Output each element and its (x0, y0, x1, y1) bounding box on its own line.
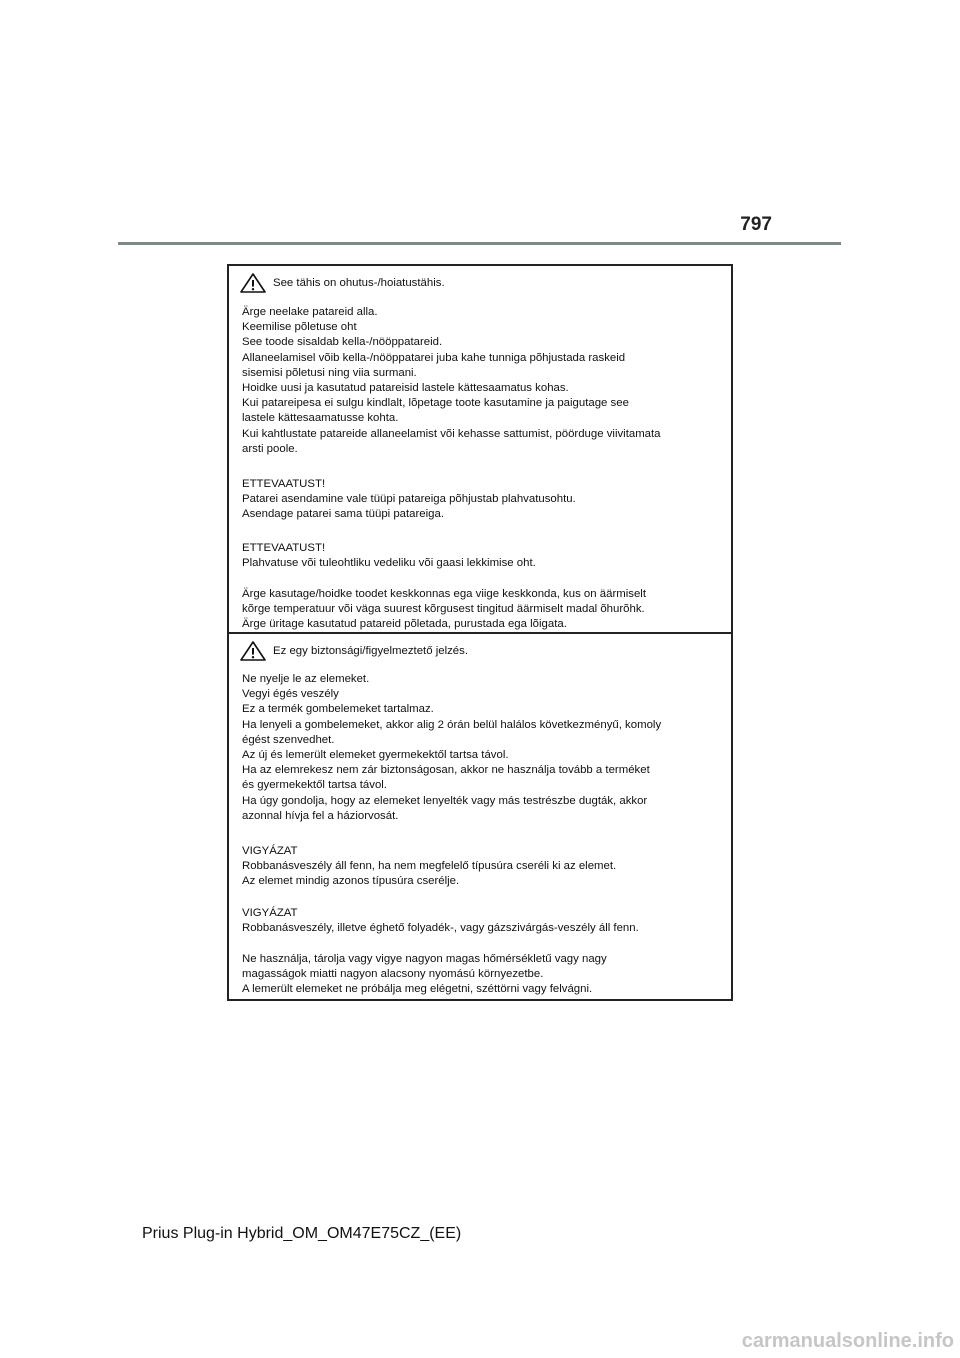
text-line: lastele kättesaamatusse kohta. (242, 412, 399, 425)
text-line: Ha lenyeli a gombelemeket, akkor alig 2 órán belül halálos következményű, komoly (242, 718, 662, 731)
text-line: magasságok miatti nagyon alacsony nyomású környezetbe. (242, 968, 544, 981)
text-line: Robbanásveszély áll fenn, ha nem megfelelő típusúra cseréli ki az elemet. (242, 860, 617, 873)
estonian-paragraph-2 (242, 477, 725, 523)
text-line: azonnal hívja fel a háziorvosát. (242, 809, 399, 822)
text-line: ETTEVAATUST! (242, 542, 326, 554)
text-line: Ha úgy gondolja, hogy az elemeket lenyelték vagy más testrészbe dugták, akkor (242, 794, 648, 807)
text-line: Vegyi égés veszély (242, 688, 339, 701)
text-line: Ne használja, tárolja vagy vigye nagyon magas hőmérsékletű vagy nagy (242, 953, 607, 965)
text-line: A lemerült elemeket ne próbálja meg elégetni, széttörni vagy felvágni. (242, 983, 593, 996)
text-line: Az új és lemerült elemeket gyermekektől tartsa távol. (242, 748, 509, 761)
estonian-paragraph-3 (242, 541, 725, 571)
document-footer: Prius Plug-in Hybrid_OM_OM47E75CZ_(EE) (142, 1225, 462, 1242)
text-line: Ärge kasutage/hoidke toodet keskkonnas ega viige keskkonda, kus on äärmiselt (242, 588, 646, 600)
battery-warning-box (227, 264, 733, 1001)
text-line: Keemilise põletuse oht (242, 321, 357, 334)
text-line: Hoidke uusi ja kasutatud patareisid lastele kättesaamatus kohas. (242, 381, 569, 394)
text-line: See toode sisaldab kella-/nööppatareid. (242, 336, 443, 349)
estonian-warning-title (239, 272, 445, 294)
text-line: ETTEVAATUST! (242, 478, 326, 490)
text-line: arsti poole. (242, 442, 298, 455)
text-line: Ärge üritage kasutatud patareid põletada, purustada ega lõigata. (242, 618, 567, 631)
text-line: VIGYÁZAT (242, 907, 298, 919)
text-line: Ärge neelake patareid alla. (242, 306, 378, 318)
text-line: Ez a termék gombelemeket tartalmaz. (242, 703, 434, 716)
estonian-paragraph-1 (242, 305, 725, 457)
hungarian-paragraph-4 (242, 952, 725, 998)
warning-triangle-icon (239, 272, 267, 294)
text-line: Asendage patarei sama tüüpi patareiga. (242, 508, 445, 521)
text-line: Ha az elemrekesz nem zár biztonságosan, akkor ne használja tovább a terméket (242, 764, 650, 777)
hungarian-paragraph-1 (242, 672, 725, 824)
hungarian-warning-title (239, 640, 468, 662)
hungarian-title-text: Ez egy biztonsági/figyelmeztető jelzés. (273, 645, 469, 657)
header-rule (118, 242, 841, 245)
estonian-title-text: See tähis on ohutus-/hoiatustähis. (273, 277, 445, 289)
text-line: Az elemet mindig azonos típusúra cserélje. (242, 875, 460, 888)
text-line: Kui patareipesa ei sulgu kindlalt, lõpetage toote kasutamine ja paigutage see (242, 397, 629, 410)
hungarian-warning-section (229, 634, 731, 999)
text-line: VIGYÁZAT (242, 845, 298, 857)
text-line: Robbanásveszély, illetve éghető folyadék-, vagy gázszivárgás-veszély áll fenn. (242, 922, 639, 935)
text-line: Kui kahtlustate patareide allaneelamist või kehasse sattumist, pöörduge viivitamata (242, 427, 661, 440)
text-line: Patarei asendamine vale tüüpi patareiga põhjustab plahvatusohtu. (242, 493, 576, 506)
hungarian-paragraph-3 (242, 906, 725, 936)
text-line: kõrge temperatuur või väga suurest kõrgusest tingitud äärmiselt madal õhurõhk. (242, 603, 645, 616)
text-line: Plahvatuse või tuleohtliku vedeliku või gaasi lekkimise oht. (242, 557, 536, 570)
text-line: Ne nyelje le az elemeket. (242, 673, 370, 685)
warning-triangle-icon (239, 640, 267, 662)
page-number: 797 (740, 214, 772, 235)
hungarian-paragraph-2 (242, 844, 725, 890)
estonian-paragraph-4 (242, 587, 725, 633)
watermark: carmanualsonline.info (741, 1330, 954, 1352)
text-line: Allaneelamisel võib kella-/nööppatarei juba kahe tunniga põhjustada raskeid (242, 351, 626, 364)
text-line: égést szenvedhet. (242, 733, 335, 746)
estonian-warning-section (229, 266, 731, 632)
text-line: és gyermekektől tartsa távol. (242, 779, 387, 792)
text-line: sisemisi põletusi ning viia surmani. (242, 366, 417, 379)
